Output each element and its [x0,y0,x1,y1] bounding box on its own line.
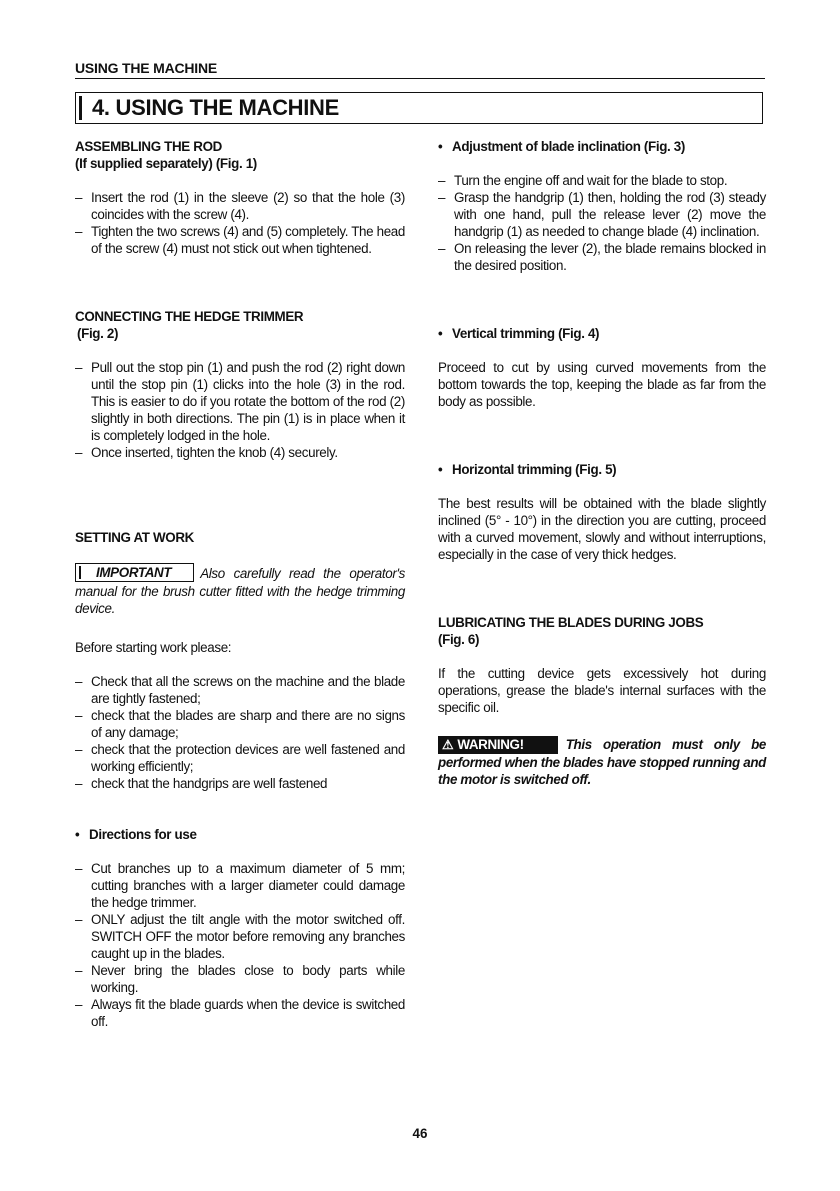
list-item: – On releasing the lever (2), the blade remains blocked in the desired position. [438,240,766,274]
warning-note [438,736,766,788]
list-item: – Grasp the handgrip (1) then, holding the rod (3) steady with one hand, pull the release lever (2) move the handgrip (1) as needed to change blade (4) inclination. [438,189,766,240]
lubricating-subheading: (Fig. 6) [438,632,480,647]
chapter-title-bar [79,96,82,120]
list-item: – Pull out the stop pin (1) and push the rod (2) right down until the stop pin (1) clicks into the hole (3) in the rod. This is easier to do if you rotate the bottom of the rod (2) slightly in both directions. The pin (1) is in place when it is completely lodged in the hole. [75,359,405,444]
important-note [75,564,405,617]
list-item: – check that the protection devices are well fastened and working efficiently; [75,741,405,775]
list-item: – Never bring the blades close to body parts while working. [75,962,405,996]
list-item: – Insert the rod (1) in the sleeve (2) so that the hole (3) coincides with the screw (4). [75,189,405,223]
adjustment-list [438,172,766,274]
horizontal-text: The best results will be obtained with the blade slightly inclined (5° - 10°) in the direction you are cutting, proceed with a curved movement, slowly and without interruptions, especially in the case of very thick hedges. [438,496,766,562]
adjustment-title: Adjustment of blade inclination (Fig. 3) [452,139,685,154]
important-text: Also carefully read the operator's manual for the brush cutter fitted with the hedge trimming device. [75,566,405,616]
right-column [438,138,766,788]
directions-list [75,860,405,1030]
page-number: 46 [412,1126,428,1141]
adjustment-heading [438,138,766,155]
connecting-heading: CONNECTING THE HEDGE TRIMMER [75,309,304,324]
setting-list [75,673,405,792]
list-item: – Check that all the screws on the machine and the blade are tightly fastened; [75,673,405,707]
lubricating-text: If the cutting device gets excessively hot during operations, grease the blade's internal surfaces with the specific oil. [438,666,766,715]
list-item: – check that the blades are sharp and there are no signs of any damage; [75,707,405,741]
vertical-heading [438,325,766,342]
bullet-dot: • [438,139,443,154]
setting-heading: SETTING AT WORK [75,530,194,545]
directions-title: Directions for use [89,827,197,842]
bullet-dot: • [75,827,80,842]
bullet-dot: • [438,462,443,477]
directions-heading [75,826,405,843]
running-header: USING THE MACHINE [75,60,765,79]
connecting-subheading: (Fig. 2) [77,326,119,341]
lubricating-heading: LUBRICATING THE BLADES DURING JOBS [438,615,704,630]
before-text: Before starting work please: [75,640,232,655]
list-item: – Once inserted, tighten the knob (4) securely. [75,444,405,461]
warning-label: WARNING! [457,737,524,752]
vertical-title: Vertical trimming (Fig. 4) [452,326,600,341]
list-item: – check that the handgrips are well fastened [75,775,405,792]
list-item: – Always fit the blade guards when the device is switched off. [75,996,405,1030]
assembling-list [75,189,405,257]
vertical-text: Proceed to cut by using curved movements from the bottom towards the top, keeping the blade as far from the body as possible. [438,360,766,409]
assembling-heading: ASSEMBLING THE ROD [75,139,222,154]
warning-text: This operation must only be performed when the blades have stopped running and the motor is switched off. [438,737,766,787]
important-badge: IMPORTANT [75,563,194,582]
horizontal-title: Horizontal trimming (Fig. 5) [452,462,617,477]
left-column [75,138,405,1030]
chapter-title-box [75,92,763,124]
chapter-title: 4. USING THE MACHINE [92,95,340,120]
warning-badge [438,736,558,754]
horizontal-heading [438,461,766,478]
list-item: – Cut branches up to a maximum diameter of 5 mm; cutting branches with a larger diameter could damage the hedge trimmer. [75,860,405,911]
warning-icon: ⚠ [442,737,454,752]
assembling-subheading: (If supplied separately) (Fig. 1) [75,156,257,171]
connecting-list [75,359,405,461]
list-item: – Tighten the two screws (4) and (5) completely. The head of the screw (4) must not stick out when tightened. [75,223,405,257]
list-item: – ONLY adjust the tilt angle with the motor switched off. SWITCH OFF the motor before removing any branches caught up in the blades. [75,911,405,962]
list-item: – Turn the engine off and wait for the blade to stop. [438,172,766,189]
bullet-dot: • [438,326,443,341]
